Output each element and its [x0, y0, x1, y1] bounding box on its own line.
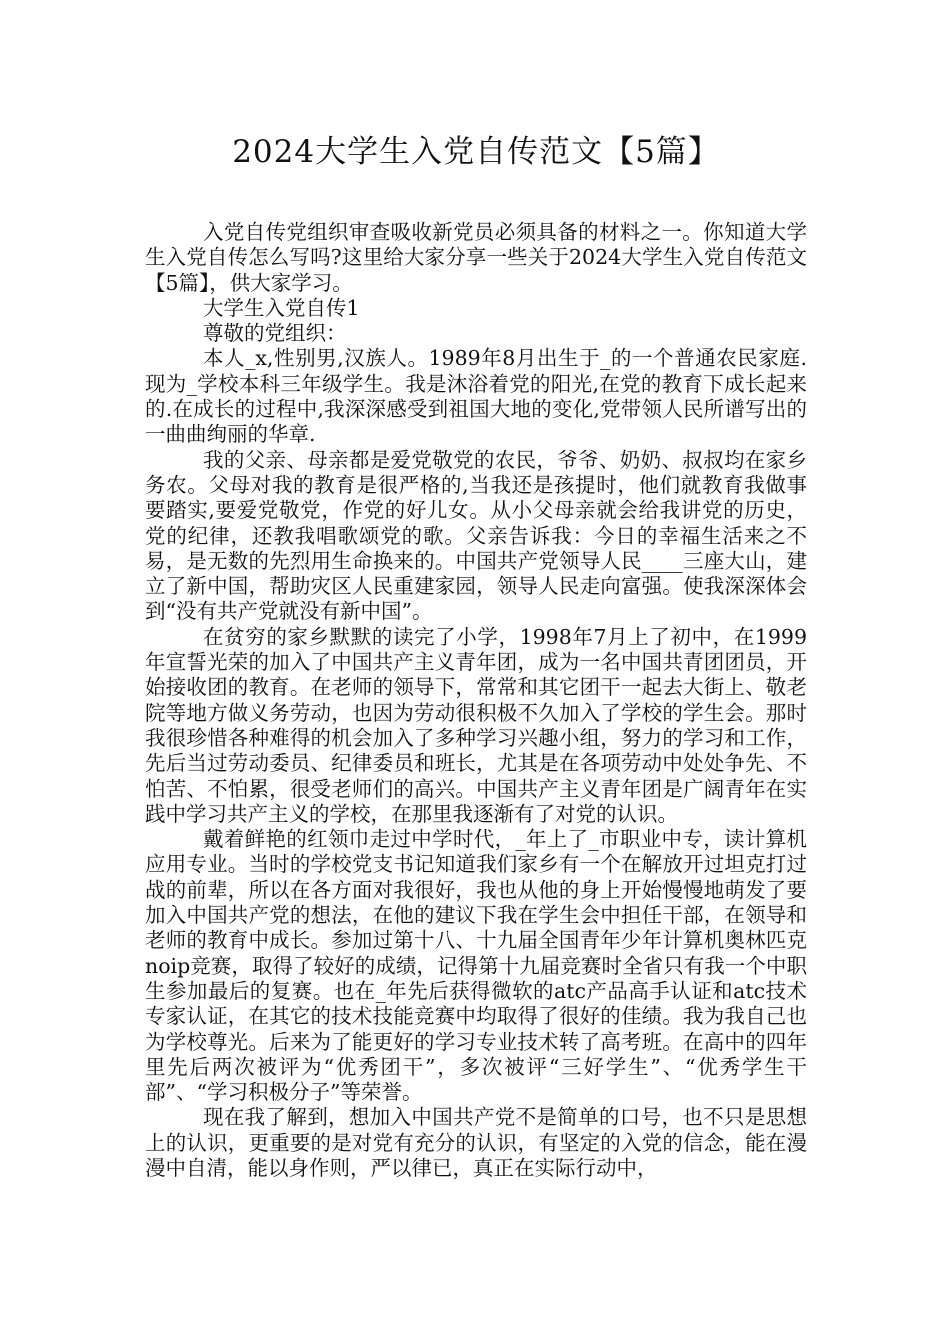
intro-paragraph: 入党自传党组织审查吸收新党员必须具备的材料之一。你知道大学生入党自传怎么写吗?这里给大家分享一些关于2024大学生入党自传范文【5篇】，供大家学习。: [145, 220, 807, 295]
body-paragraph-5: 现在我了解到，想加入中国共产党不是简单的口号，也不只是思想上的认识，更重要的是对党有充分的认识，有坚定的入党的信念，能在漫漫中自清，能以身作则，严以律已，真正在实际行动中，: [145, 1105, 807, 1180]
document-page: [145, 126, 807, 1181]
section-heading: 大学生入党自传1: [203, 295, 360, 320]
body-paragraph-1: 本人_x,性别男,汉族人。1989年8月出生于_的一个普通农民家庭.现为_学校本科三年级学生。我是沐浴着党的阳光,在党的教育下成长起来的.在成长的过程中,我深深感受到祖国大地的变化,党带领人民所谱写出的一曲曲绚丽的华章.: [145, 346, 807, 447]
body-paragraph-4: 戴着鲜艳的红领巾走过中学时代，_年上了_市职业中专，读计算机应用专业。当时的学校党支书记知道我们家乡有一个在解放开过坦克打过战的前辈，所以在各方面对我很好，我也从他的身上开始慢慢地萌发了要加入中国共产党的想法，在他的建议下我在学生会中担任干部，在领导和老师的教育中成长。参加过第十八、十九届全国青年少年计算机奥林匹克noip竞赛，取得了较好的成绩，记得第十九届竞赛时全省只有我一个中职生参加最后的复赛。也在_年先后获得微软的atc产品高手认证和atc技术专家认证，在其它的技术技能竞赛中均取得了很好的佳绩。我为我自己也为学校尊光。后来为了能更好的学习专业技术转了高考班。在高中的四年里先后两次被评为“优秀团干”，多次被评“三好学生”、“优秀学生干部”、“学习积极分子”等荣誉。: [145, 827, 807, 1105]
body-paragraph-3: 在贫穷的家乡默默的读完了小学，1998年7月上了初中，在1999年宣誓光荣的加入了中国共产主义青年团，成为一名中国共青团团员，开始接收团的教育。在老师的领导下，常常和其它团干一起去大街上、敬老院等地方做义务劳动，也因为劳动很积极不久加入了学校的学生会。那时我很珍惜各种难得的机会加入了多种学习兴趣小组，努力的学习和工作，先后当过劳动委员、纪律委员和班长，尤其是在各项劳动中处处争先、不怕苦、不怕累，很受老师们的高兴。中国共产主义青年团是广阔青年在实践中学习共产主义的学校，在那里我逐渐有了对党的认识。: [145, 624, 807, 826]
body-paragraph-2: 我的父亲、母亲都是爱党敬党的农民，爷爷、奶奶、叔叔均在家乡务农。父母对我的教育是很严格的,当我还是孩提时，他们就教育我做事要踏实,要爱党敬党，作党的好儿女。从小父母亲就会给我讲党的历史，党的纪律，还教我唱歌颂党的歌。父亲告诉我：今日的幸福生活来之不易，是无数的先烈用生命换来的。中国共产党领导人民____三座大山，建立了新中国，帮助灾区人民重建家园，领导人民走向富强。使我深深体会到“没有共产党就没有新中国”。: [145, 447, 807, 624]
salutation: 尊敬的党组织：: [203, 321, 347, 346]
document-title: 2024大学生入党自传范文【5篇】: [232, 134, 720, 170]
